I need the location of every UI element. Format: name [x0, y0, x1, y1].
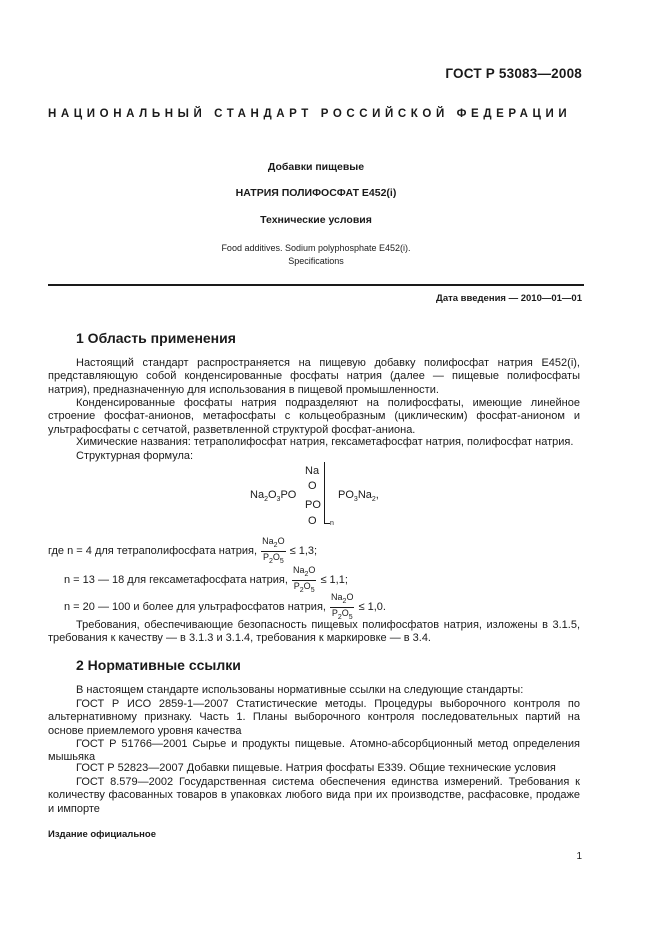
- title-english-line-2: Specifications: [288, 256, 344, 266]
- reference-gost-8-579: ГОСТ 8.579—2002 Государственная система обеспечения единства измерений. Требования к количеству фасованных товаров в упаковках любого вида при их производстве, расфасовке, продаже и импорте: [48, 776, 580, 815]
- intro-date: Дата введения — 2010—01—01: [436, 293, 582, 304]
- section-1-paragraph-4: Структурная формула:: [76, 450, 194, 462]
- document-id: ГОСТ Р 53083—2008: [445, 66, 582, 81]
- title-line-1: Добавки пищевые: [267, 161, 365, 173]
- section-2-paragraph-1: В настоящем стандарте использованы нормативные ссылки на следующие стандарты:: [76, 684, 524, 696]
- reference-gost-r-iso-2859-1: ГОСТ Р ИСО 2859-1—2007 Статистические методы. Процедуры выборочного контроля по альтернативному признаку. Часть 1. Планы выборочного контроля последовательных партий на основе приемлемого уровня качества: [48, 698, 580, 737]
- title-rule: [48, 284, 584, 286]
- edition-note: Издание официальное: [48, 829, 156, 840]
- title-english: [48, 242, 584, 268]
- structural-formula: Na O $Na_2O_3PO$ PO O n $PO_3Na_2$,: [250, 462, 390, 530]
- section-2-heading: 2 Нормативные ссылки: [76, 657, 241, 673]
- title-english-line-1: Food additives. Sodium polyphosphate E452(i).: [221, 243, 411, 253]
- page-number: 1: [576, 851, 582, 862]
- title-line-2: НАТРИЯ ПОЛИФОСФАТ Е452(i): [235, 187, 397, 199]
- section-1-paragraph-3: Химические названия: тетраполифосфат натрия, гексаметафосфат натрия, полифосфат натрия.: [76, 436, 574, 448]
- condition-1: где n = 4 для тетраполифосфата натрия, $\frac{Na_2O}{P_2O_5}$ ≤ 1,3;: [48, 536, 318, 565]
- reference-gost-r-52823: ГОСТ Р 52823—2007 Добавки пищевые. Натрия фосфаты Е339. Общие технические условия: [76, 762, 556, 774]
- section-1-paragraph-1: Настоящий стандарт распространяется на пищевую добавку полифосфат натрия Е452(i), представляющую собой конденсированные фосфаты натрия (далее — пищевые полифосфаты натрия), предназначенную для использования в пищевой промышленности.: [48, 357, 580, 396]
- title-line-3: Технические условия: [260, 214, 372, 226]
- condition-2: n = 13 — 18 для гексаметафосфата натрия, $\frac{Na_2O}{P_2O_5}$ ≤ 1,1;: [64, 565, 348, 594]
- condition-3: n = 20 — 100 и более для ультрафосфатов натрия, $\frac{Na_2O}{P_2O_5}$ ≤ 1,0.: [64, 592, 386, 621]
- section-1-paragraph-2: Конденсированные фосфаты натрия подразделяют на полифосфаты, имеющие линейное строение фосфат-анионов, метафосфаты с кольцеобразным (циклическим) фосфат-анионом и ультрафосфаты с сетчатой, разветвленной структурой фосфат-аниона.: [48, 397, 580, 436]
- section-1-heading: 1 Область применения: [76, 330, 236, 346]
- reference-gost-r-51766: ГОСТ Р 51766—2001 Сырье и продукты пищевые. Атомно-абсорбционный метод определения мышьяка: [48, 738, 580, 764]
- section-1-paragraph-5: Требования, обеспечивающие безопасность пищевых полифосфатов натрия, изложены в 3.1.5, требования к качеству — в 3.1.3 и 3.1.4, требования к маркировке — в 3.4.: [48, 619, 580, 645]
- standard-banner: НАЦИОНАЛЬНЫЙ СТАНДАРТ РОССИЙСКОЙ ФЕДЕРАЦИИ: [48, 108, 572, 120]
